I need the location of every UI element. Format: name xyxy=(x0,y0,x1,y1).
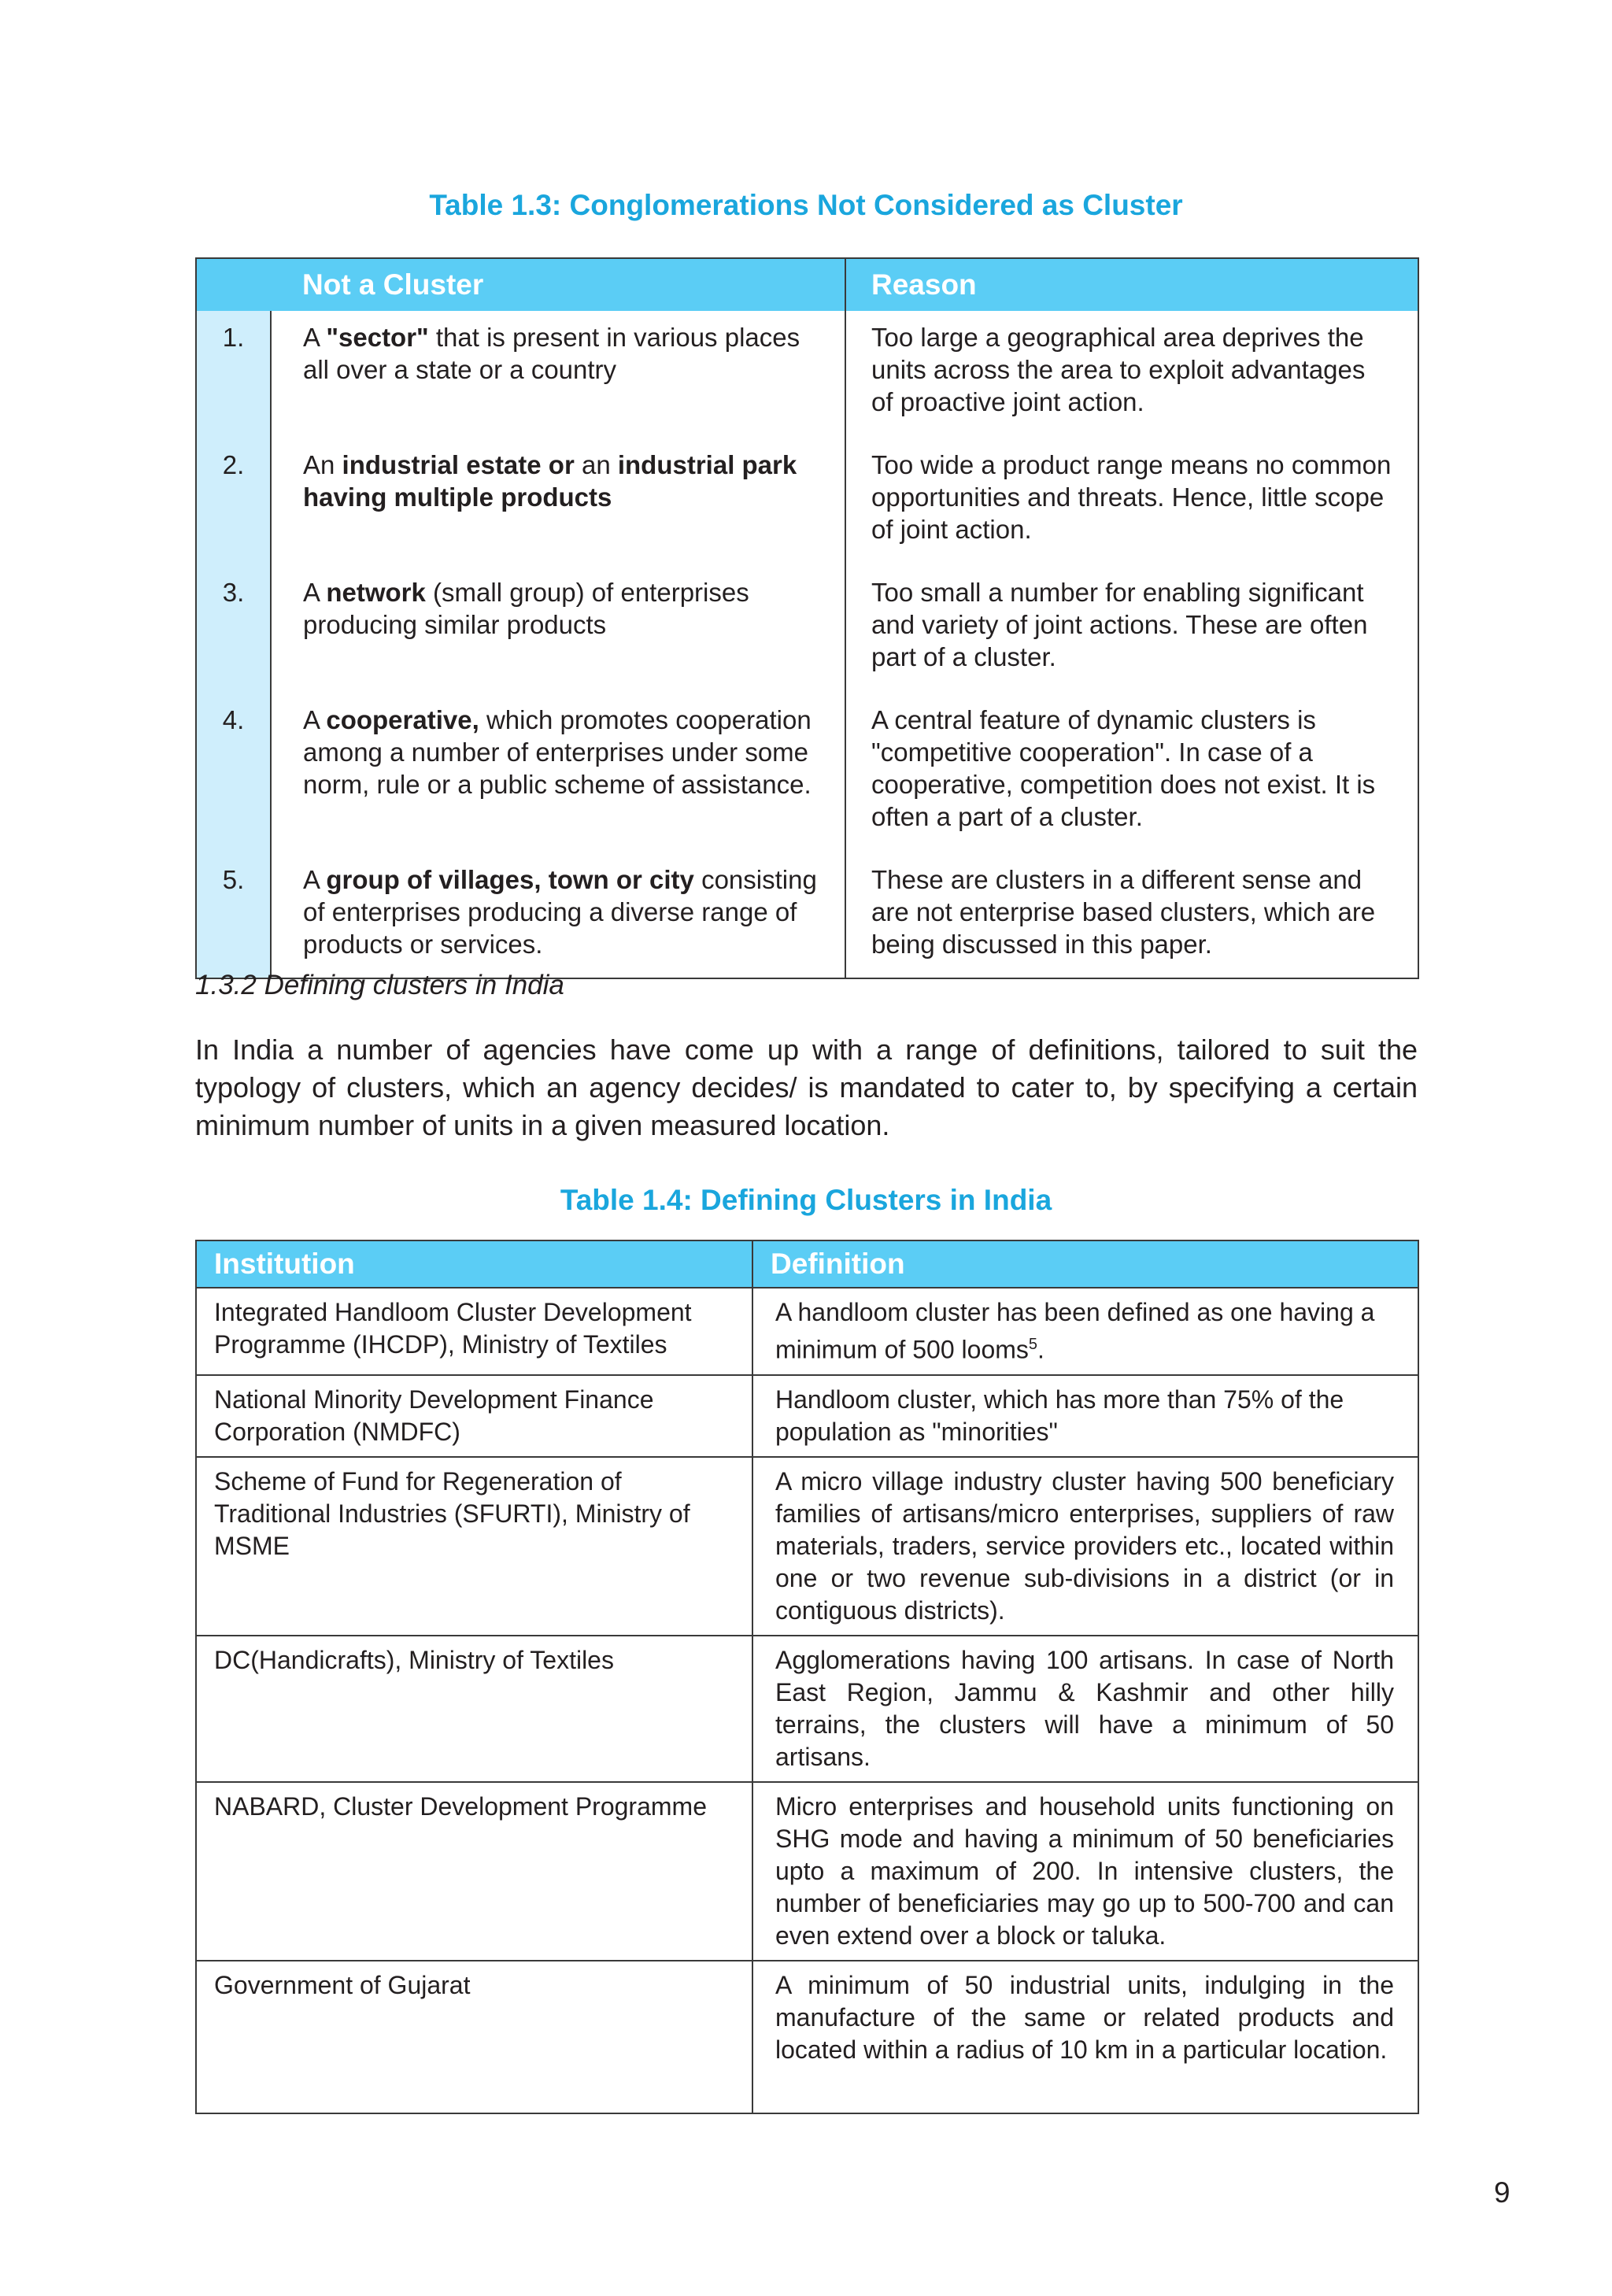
table-row xyxy=(196,438,1418,566)
table-defining-clusters xyxy=(195,1240,1419,2114)
table-row xyxy=(196,566,1418,693)
table-row xyxy=(196,1375,1418,1457)
table-row xyxy=(196,1457,1418,1636)
table-row xyxy=(196,1288,1418,1375)
institution-cell: National Minority Development Finance Corporation (NMDFC) xyxy=(196,1375,752,1457)
table-row xyxy=(196,1961,1418,2113)
institution-cell: Scheme of Fund for Regeneration of Traditional Industries (SFURTI), Ministry of MSME xyxy=(196,1457,752,1636)
table-1-4-caption: Table 1.4: Defining Clusters in India xyxy=(560,1184,1052,1216)
row-number: 5. xyxy=(196,853,271,978)
table-row xyxy=(196,693,1418,853)
institution-cell: Integrated Handloom Cluster Development Programme (IHCDP), Ministry of Textiles xyxy=(196,1288,752,1375)
reason-cell: Too small a number for enabling significant and variety of joint actions. These are often part of a cluster. xyxy=(871,578,1368,671)
header-reason: Reason xyxy=(845,258,1418,311)
definition-cell: Micro enterprises and household units functioning on SHG mode and having a minimum of 50 beneficiaries upto a maximum of 200. In intensive clusters, the number of beneficiaries may go up to 500-700 and can even extend over a block or taluka. xyxy=(752,1782,1418,1961)
header-number-cell xyxy=(196,258,271,311)
not-a-cluster-cell: A network (small group) of enterprises producing similar products xyxy=(271,566,845,693)
row-number: 4. xyxy=(196,693,271,853)
not-a-cluster-cell: An industrial estate or an industrial park having multiple products xyxy=(271,438,845,566)
section-paragraph: In India a number of agencies have come up with a range of definitions, tailored to suit the typology of clusters, which an agency decides/ is mandated to cater to, by specifying a certain minimum number of units in a given measured location. xyxy=(195,1033,1418,1141)
institution-cell: DC(Handicrafts), Ministry of Textiles xyxy=(196,1636,752,1782)
not-a-cluster-cell: A group of villages, town or city consisting of enterprises producing a diverse range of products or services. xyxy=(271,853,845,978)
table-row xyxy=(196,1636,1418,1782)
definition-cell: A minimum of 50 industrial units, indulging in the manufacture of the same or related products and located within a radius of 10 km in a particular location. xyxy=(752,1961,1418,2113)
row-number: 1. xyxy=(196,311,271,438)
reason-cell: A central feature of dynamic clusters is "competitive cooperation". In case of a cooperative, competition does not exist. It is often a part of a cluster. xyxy=(871,705,1376,831)
table-1-3-caption: Table 1.3: Conglomerations Not Considered as Cluster xyxy=(429,189,1183,221)
table-row xyxy=(196,853,1418,978)
table-row xyxy=(196,1782,1418,1961)
institution-cell: Government of Gujarat xyxy=(196,1961,752,2113)
definition-cell: Handloom cluster, which has more than 75% of the population as "minorities" xyxy=(752,1375,1418,1457)
header-definition: Definition xyxy=(752,1240,1418,1288)
header-not-a-cluster: Not a Cluster xyxy=(271,258,845,311)
section-subheading: 1.3.2 Defining clusters in India xyxy=(195,970,564,1000)
not-a-cluster-cell: A "sector" that is present in various places all over a state or a country xyxy=(271,311,845,438)
table-header-row xyxy=(196,258,1418,311)
institution-cell: NABARD, Cluster Development Programme xyxy=(196,1782,752,1961)
not-a-cluster-cell: A cooperative, which promotes cooperation among a number of enterprises under some norm, rule or a public scheme of assistance. xyxy=(271,693,845,853)
definition-cell: A micro village industry cluster having 500 beneficiary families of artisans/micro enterprises, suppliers of raw materials, traders, service providers etc., located within one or two revenue sub-divisions in a district (or in contiguous districts). xyxy=(752,1457,1418,1636)
row-number: 2. xyxy=(196,438,271,566)
definition-cell: A handloom cluster has been defined as one having a minimum of 500 looms$^5$. xyxy=(752,1288,1418,1375)
table-not-a-cluster xyxy=(195,257,1419,979)
reason-cell: Too wide a product range means no common opportunities and threats. Hence, little scope of joint action. xyxy=(871,450,1392,544)
reason-cell: Too large a geographical area deprives the units across the area to exploit advantages of proactive joint action. xyxy=(871,323,1366,416)
header-institution: Institution xyxy=(196,1240,752,1288)
table-header-row xyxy=(196,1240,1418,1288)
row-number: 3. xyxy=(196,566,271,693)
reason-cell: These are clusters in a different sense and are not enterprise based clusters, which are being discussed in this paper. xyxy=(871,865,1376,959)
page-number: 9 xyxy=(1494,2176,1510,2209)
table-row xyxy=(196,311,1418,438)
definition-cell: Agglomerations having 100 artisans. In case of North East Region, Jammu & Kashmir and other hilly terrains, the clusters will have a minimum of 50 artisans. xyxy=(752,1636,1418,1782)
